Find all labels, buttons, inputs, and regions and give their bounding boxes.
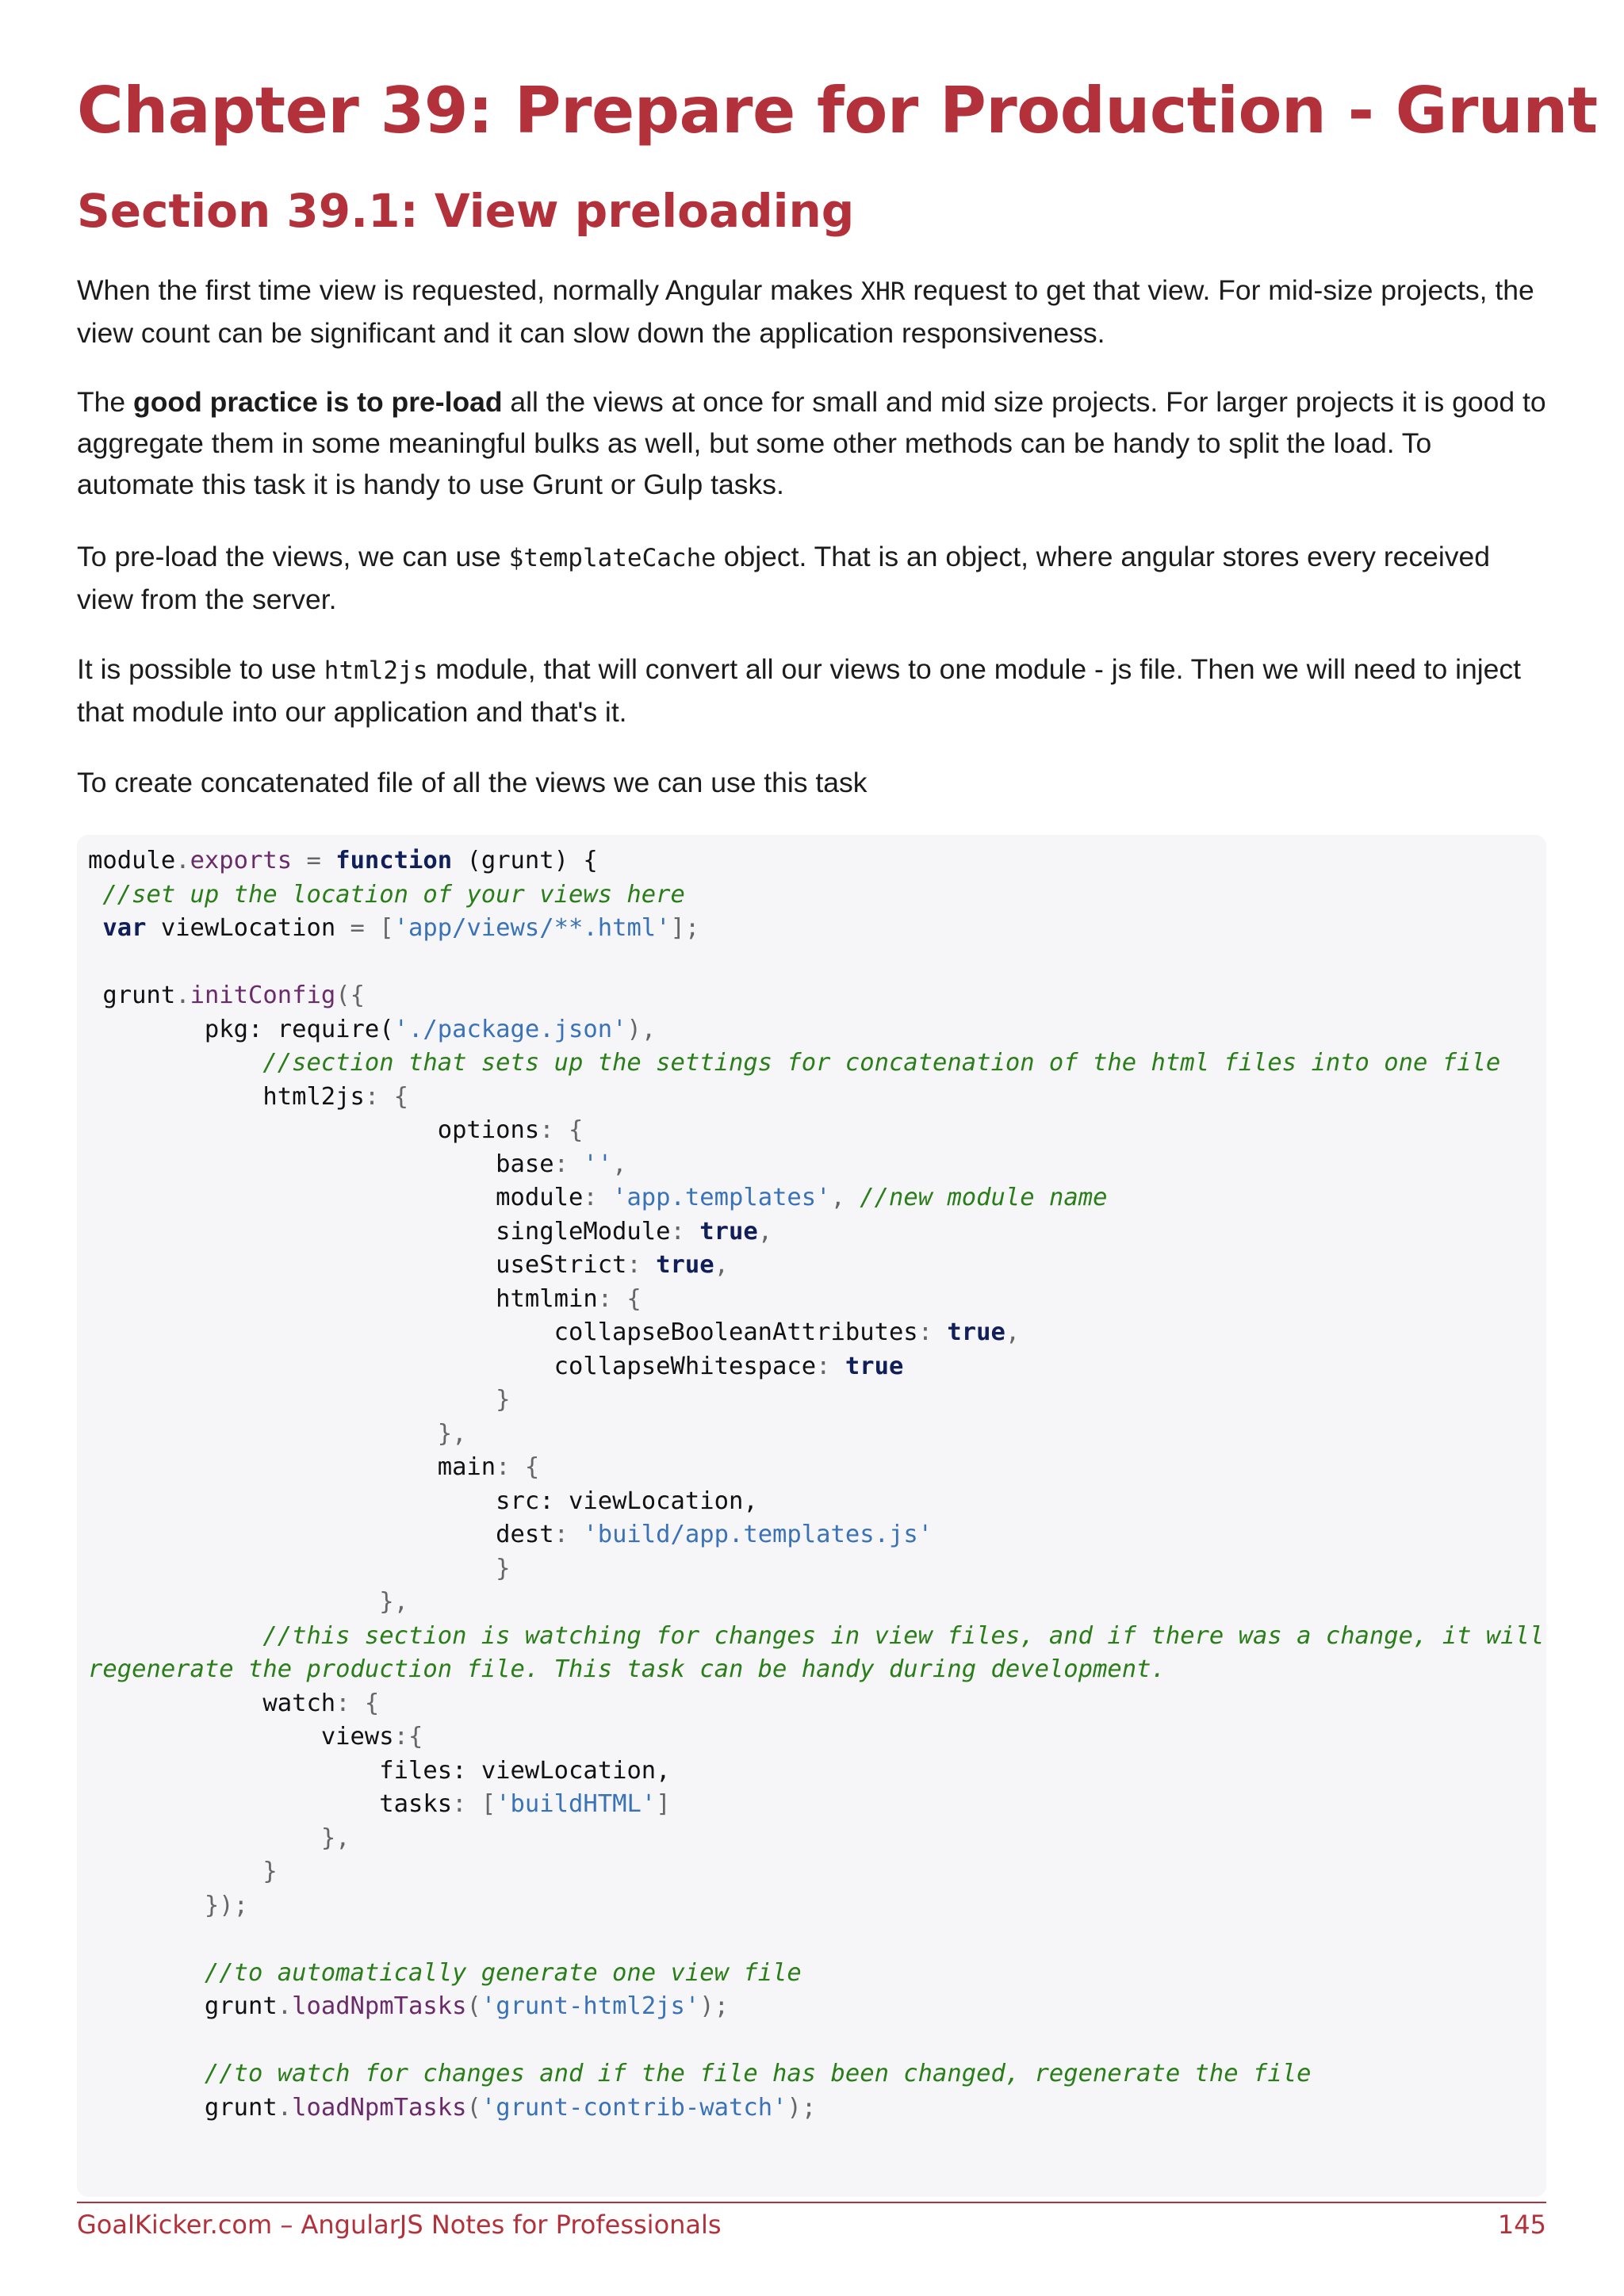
code-line-37: //to watch for changes and if the file has been changed, regenerate the file xyxy=(204,2060,1312,2087)
code-line-28: files: viewLocation, xyxy=(379,1756,671,1785)
code-listing xyxy=(88,844,1544,2125)
code-line-38: grunt.loadNpmTasks('grunt-contrib-watch'); xyxy=(204,2093,817,2122)
section-title: Section 39.1: View preloading xyxy=(77,184,855,238)
code-line-2: //set up the location of your views here xyxy=(102,880,685,909)
code-line-27: views:{ xyxy=(320,1723,423,1751)
code-line-16: collapseWhitespace: true xyxy=(553,1352,904,1380)
inline-code: XHR xyxy=(860,277,906,306)
paragraph-text: When the first time view is requested, normally Angular makes xyxy=(77,274,861,306)
paragraph-text: To pre-load the views, we can use xyxy=(77,541,509,572)
paragraph-text: module, that will convert all our views to one module - js file. Then we will need to inject that module into our application and that's it. xyxy=(77,653,1522,728)
code-line-26: watch: { xyxy=(262,1689,380,1717)
code-line-34: //to automatically generate one view file xyxy=(204,1958,802,1987)
code-line-9: options: { xyxy=(437,1116,584,1144)
paragraph-text: The xyxy=(77,386,134,418)
inline-code: $templateCache xyxy=(508,544,716,572)
code-line-8: html2js: { xyxy=(262,1082,408,1111)
footer-page-number: 145 xyxy=(1497,2210,1546,2240)
code-line-18: }, xyxy=(437,1419,467,1448)
paragraph-text: object. That is an object, where angular stores every received view from the server. xyxy=(77,541,1491,615)
code-line-10: base: '', xyxy=(496,1150,627,1178)
code-line-19: main: { xyxy=(437,1453,540,1481)
code-line-17: } xyxy=(496,1386,511,1414)
code-line-22: } xyxy=(496,1554,511,1582)
code-line-6: pkg: require('./package.json'), xyxy=(204,1015,657,1043)
paragraph-3 xyxy=(77,536,1549,620)
code-line-25: regenerate the production file. This task can be handy during development. xyxy=(88,1655,1166,1683)
code-line-15: collapseBooleanAttributes: true, xyxy=(553,1318,1021,1346)
code-block xyxy=(77,835,1546,2197)
footer-book-title[interactable]: GoalKicker.com – AngularJS Notes for Professionals xyxy=(77,2210,722,2240)
code-line-24: //this section is watching for changes in view files, and if there was a change, it will xyxy=(262,1621,1545,1650)
code-line-21: dest: 'build/app.templates.js' xyxy=(496,1521,933,1548)
code-line-11: module: 'app.templates', //new module name xyxy=(496,1184,1108,1211)
paragraph-4 xyxy=(77,649,1549,733)
paragraph-2 xyxy=(77,381,1549,505)
bold-phrase: good practice is to pre-load xyxy=(133,386,503,418)
paragraph-text: It is possible to use xyxy=(77,653,324,685)
code-line-7: //section that sets up the settings for concatenation of the html files into one file xyxy=(262,1049,1501,1077)
paragraph-text: all the views at once for small and mid size projects. For larger projects it is good to aggregate them in some meaningful bulks as well, but some other methods can be handy to split the load. To automate this task it is handy to use Grunt or Gulp tasks. xyxy=(77,386,1546,500)
paragraph-1 xyxy=(77,270,1549,354)
code-line-32: }); xyxy=(204,1891,248,1919)
code-line-35: grunt.loadNpmTasks('grunt-html2js'); xyxy=(204,1992,730,2020)
paragraph-text: To create concatenated file of all the views we can use this task xyxy=(77,767,868,798)
code-line-12: singleModule: true, xyxy=(496,1217,773,1246)
code-line-14: htmlmin: { xyxy=(496,1284,642,1313)
code-line-23: }, xyxy=(379,1588,408,1616)
code-line-3: var viewLocation = ['app/views/**.html']; xyxy=(102,914,700,942)
code-line-13: useStrict: true, xyxy=(496,1251,729,1279)
paragraph-text: request to get that view. For mid-size projects, the view count can be significant and it can slow down the application responsiveness. xyxy=(77,274,1534,349)
code-line-30: }, xyxy=(320,1823,350,1852)
chapter-title: Chapter 39: Prepare for Production - Grunt xyxy=(77,74,1598,147)
code-line-20: src: viewLocation, xyxy=(496,1487,758,1515)
paragraph-5 xyxy=(77,762,1549,803)
code-line-1: module.exports = function (grunt) { xyxy=(88,847,598,874)
inline-code: html2js xyxy=(324,656,428,685)
code-line-5: grunt.initConfig({ xyxy=(102,982,365,1009)
code-line-31: } xyxy=(262,1858,278,1885)
footer-divider xyxy=(77,2202,1546,2203)
code-line-29: tasks: ['buildHTML'] xyxy=(379,1790,671,1818)
